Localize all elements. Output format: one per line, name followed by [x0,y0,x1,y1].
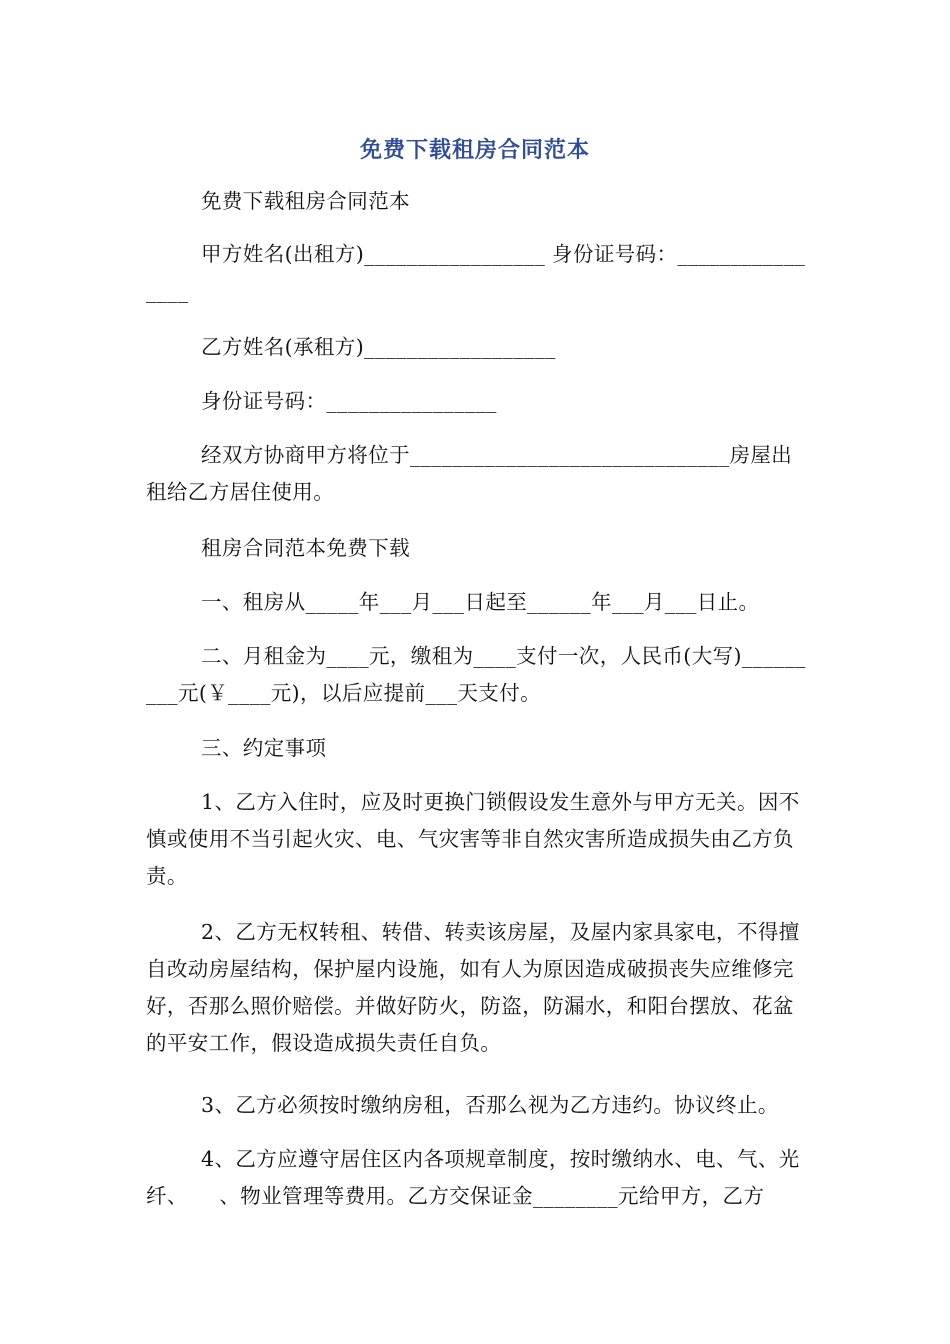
paragraph-agreed-items: 三、约定事项 [201,736,327,760]
paragraph-rent: 二、月租金为____元，缴租为____支付一次，人民币(大写)_________元(￥____元)，以后应提前___天支付。 [146,644,806,705]
paragraph-property-location: 经双方协商甲方将位于______________________________房屋出租给乙方居住使用。 [146,443,793,504]
paragraph-item-2: 2、乙方无权转租、转借、转卖该房屋，及屋内家具家电，不得擅自改动房屋结构，保护屋内设施，如有人为原因造成破损丧失应维修完好，否那么照价赔偿。并做好防火，防盗，防漏水，和阳台摆放、花盆的平安工作，假设造成损失责任自负。 [146,920,800,1055]
paragraph-item-1: 1、乙方入住时，应及时更换门锁假设发生意外与甲方无关。因不慎或使用不当引起火灾、电、气灾害等非自然灾害所造成损失由乙方负责。 [146,790,800,888]
document-title: 免费下载租房合同范本 [359,138,590,163]
paragraph-party-b: 乙方姓名(承租方)__________________ [201,335,556,359]
paragraph-heading-download: 租房合同范本免费下载 [201,536,410,560]
paragraph-item-3: 3、乙方必须按时缴纳房租，否那么视为乙方违约。协议终止。 [201,1093,779,1117]
paragraph-item-4: 4、乙方应遵守居住区内各项规章制度，按时缴纳水、电、气、光纤、 、物业管理等费用。乙方交保证金________元给甲方，乙方 [146,1147,800,1208]
paragraph-subtitle: 免费下载租房合同范本 [201,189,410,213]
paragraph-party-a: 甲方姓名(出租方)_________________ 身份证号码：________________ [146,242,806,303]
paragraph-id-number: 身份证号码：________________ [201,389,497,413]
paragraph-lease-term: 一、租房从_____年___月___日起至______年___月___日止。 [201,590,760,614]
